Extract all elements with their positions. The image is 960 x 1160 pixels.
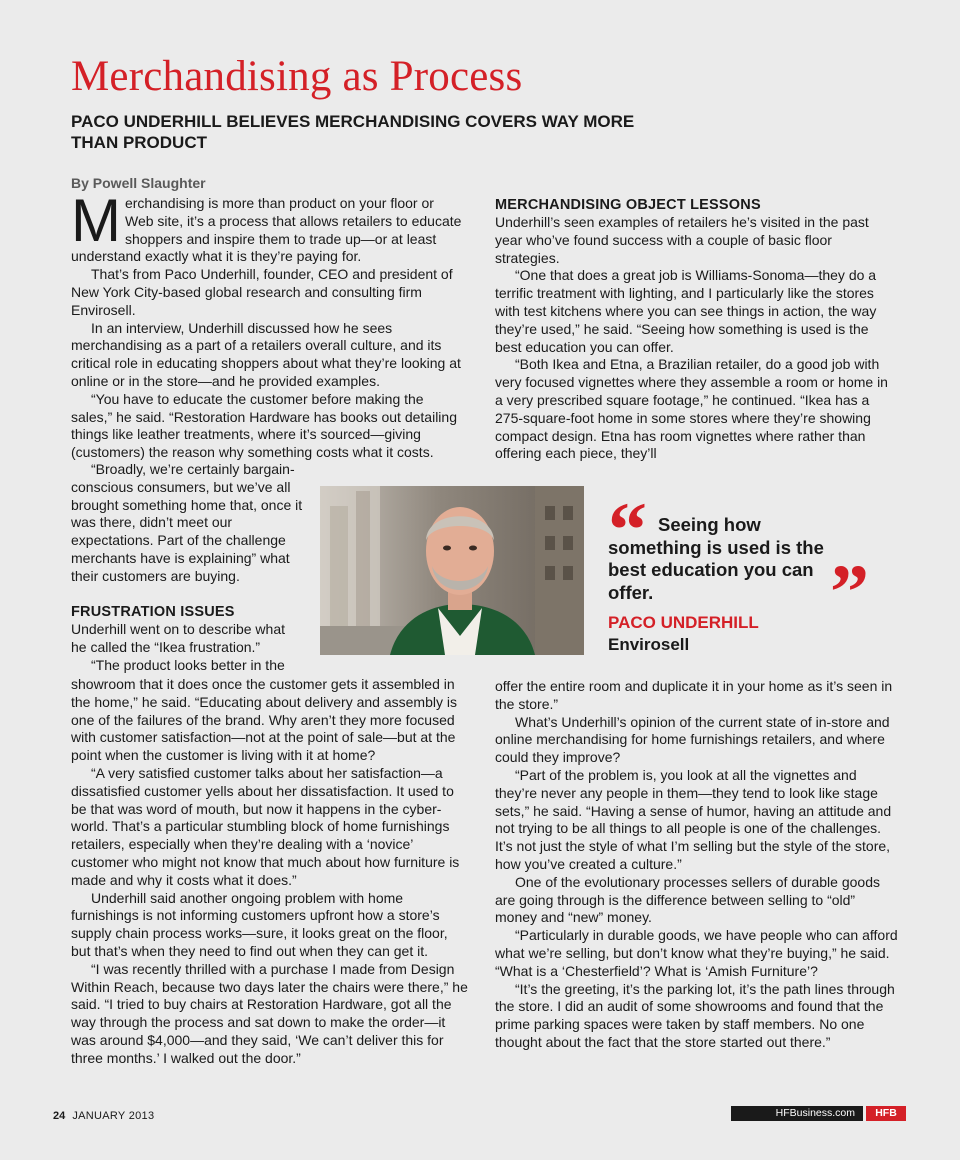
pull-quote-name: PACO UNDERHILL bbox=[608, 613, 759, 632]
body-paragraph: “The product looks better in the bbox=[91, 656, 285, 673]
body-paragraph: “A very satisfied customer talks about her satisfaction—a dissatisfied customer yells about her dissatisfaction. It used to be that was word of mouth, but now it happens in the cyber-world. That’s a particular stumbling block of home furnishings retailers, especially when they’re dealing with a ‘novice’ customer who might not know that much about how furniture is made and why it costs what it does.” bbox=[71, 764, 460, 888]
pull-quote-text: Seeing how something is used is the best education you can offer. bbox=[608, 514, 824, 603]
body-paragraph: That’s from Paco Underhill, founder, CEO and president of New York City-based global research and consulting firm Envirosell. bbox=[71, 266, 453, 318]
left-column-intro bbox=[71, 187, 463, 462]
issue-date: JANUARY 2013 bbox=[72, 1110, 155, 1122]
body-paragraph: “Broadly, we’re certainly bargain-conscious consumers, but we’ve all brought something home that, once it was there, didn’t meet our expectations. Part of the challenge merchants have is explaining” what their customers are buying. bbox=[71, 461, 303, 584]
intro-text: erchandising is more than product on your floor or Web site, it’s a process that allows retailers to educate shoppers and inspire them to trade up—or at least understand exactly what it is they’re paying for. bbox=[71, 195, 462, 265]
footer-bar bbox=[731, 1106, 906, 1121]
hfb-logo: HFB bbox=[866, 1106, 906, 1121]
open-quote-icon: “ bbox=[608, 486, 647, 573]
body-paragraph: Underhill said another ongoing problem with home furnishings is not informing customers upfront how a store’s supply chain process works—sure, it looks great on the floor, but that’s when they need to find out when they can get it. bbox=[71, 889, 448, 959]
article-title: Merchandising as Process bbox=[71, 53, 523, 100]
body-paragraph: offer the entire room and duplicate it in your home as it’s seen in the store.” bbox=[495, 678, 893, 712]
body-paragraph: One of the evolutionary processes sellers of durable goods are going through is the difference between selling to “old” money and “new” money. bbox=[495, 873, 880, 926]
pull-quote-org: Envirosell bbox=[608, 635, 690, 654]
left-column-wrap bbox=[71, 461, 311, 586]
portrait-photo bbox=[320, 486, 584, 655]
body-paragraph: In an interview, Underhill discussed how he sees merchandising as a part of a retailers overall culture, and its critical role in educating shoppers about what they’re looking at online or in the store—and he provided examples. bbox=[71, 319, 461, 389]
body-paragraph: Underhill’s seen examples of retailers he’s visited in the past year who’ve found success with a couple of basic floor strategies. bbox=[495, 214, 869, 266]
section-heading-frustration: FRUSTRATION ISSUES bbox=[71, 604, 235, 620]
body-paragraph: “Part of the problem is, you look at all the vignettes and they’re never any people in them—they tend to look like stage sets,” he said. “Having a sense of humor, having an attitude and not trying to be all things to all people is one of the challenges. It’s not just the style of what I’m selling but the style of the store, how you’ve created a culture.” bbox=[495, 766, 892, 872]
close-quote-icon: ” bbox=[830, 548, 869, 635]
footer-site-link[interactable]: HFBusiness.com bbox=[731, 1106, 863, 1121]
body-paragraph: “Particularly in durable goods, we have people who can afford what we’re selling, but don’t know what they’re buying,” he said. “What is a ‘Chesterfield’? What is ‘Amish Furniture’? bbox=[495, 927, 898, 979]
body-paragraph: “I was recently thrilled with a purchase I made from Design Within Reach, because two days later the chairs were there,” he said. “I tried to buy chairs at Restoration Hardware, got all the way through the process and sat down to make the order—it was around $4,000—and they said, ‘We can’t deliver this for three months.’ I walked out the door.” bbox=[71, 960, 468, 1066]
section-heading-lessons: MERCHANDISING OBJECT LESSONS bbox=[495, 197, 761, 213]
body-paragraph: What’s Underhill’s opinion of the current state of in-store and online merchandising for home furnishings retailers, and where could they improve? bbox=[495, 713, 890, 766]
right-column-continued bbox=[495, 678, 898, 1052]
pull-quote bbox=[608, 486, 898, 656]
body-paragraph: “Both Ikea and Etna, a Brazilian retailer, do a good job with very focused vignettes where they assemble a room or home in a very prescribed square footage,” he continued. “Ikea has a 275-square-foot home in some stores where they’re showing compact design. Etna has room vignettes where rather than offering each piece, they’ll bbox=[495, 356, 888, 462]
intro-paragraph bbox=[71, 187, 463, 266]
body-paragraph: “You have to educate the customer before making the sales,” he said. “Restoration Hardware has books out detailing things like leather treatments, where it’s sourced—giving (customers) the reason why something costs what it costs. bbox=[71, 390, 457, 461]
left-column-frustration bbox=[71, 603, 303, 674]
portrait-illustration bbox=[320, 486, 584, 655]
drop-cap: M bbox=[71, 187, 121, 254]
body-paragraph: “It’s the greeting, it’s the parking lot, it’s the path lines through the store. I did an audit of some showrooms and found that the prime parking spaces were taken by staff members. No one thought about the fact that the store started out there.” bbox=[495, 980, 895, 1050]
body-paragraph: “One that does a great job is Williams-Sonoma—they do a terrific treatment with lighting, and I particularly like the stores with test kitchens where you can see things in action, the way they’re used,” he said. “Seeing how something is used is the best education you can offer. bbox=[495, 267, 877, 355]
right-column-lessons bbox=[495, 196, 898, 463]
article-subtitle: PACO UNDERHILL BELIEVES MERCHANDISING COVERS WAY MORE THAN PRODUCT bbox=[71, 112, 635, 152]
body-paragraph: Underhill went on to describe what he called the “Ikea frustration.” bbox=[71, 621, 286, 655]
page-folio bbox=[53, 1110, 154, 1122]
body-paragraph: showroom that it does once the customer gets it assembled in the home,” he said. “Educating about delivery and assembly is one of the failures of the brand. Why aren’t they more focused with customer satisfaction—not at the point of sale—but at the point when the customer is living with it at home? bbox=[71, 676, 457, 764]
byline: By Powell Slaughter bbox=[71, 175, 206, 191]
left-column-continued bbox=[71, 676, 469, 1068]
page-number: 24 bbox=[53, 1110, 66, 1122]
